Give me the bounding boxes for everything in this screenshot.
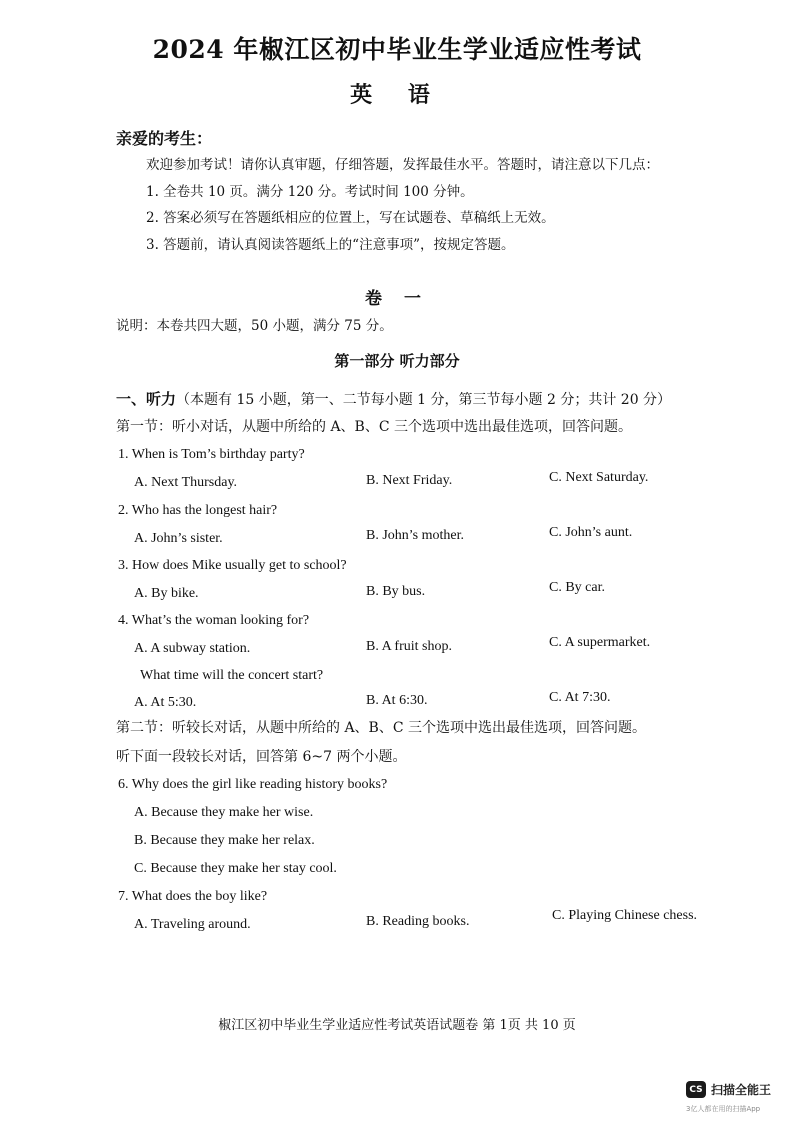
listening-heading: [116, 388, 671, 409]
question-2: 2. Who has the longest hair?: [118, 503, 278, 518]
q4-option-a: A. A subway station.: [134, 641, 251, 656]
exam-title: 2024 年椒江区初中毕业生学业适应性考试: [152, 35, 642, 64]
volume-title: 卷 一: [365, 289, 429, 309]
q3-option-c: C. By car.: [549, 580, 605, 595]
q2-option-b: B. John’s mother.: [366, 528, 465, 543]
question-7: 7. What does the boy like?: [118, 889, 268, 904]
q5-option-c: C. At 7:30.: [549, 690, 611, 705]
q1-option-a: A. Next Thursday.: [134, 475, 238, 490]
q1-option-b: B. Next Friday.: [366, 473, 453, 488]
q7-option-b: B. Reading books.: [366, 914, 470, 929]
q5-option-b: B. At 6:30.: [366, 693, 428, 708]
q7-option-c: C. Playing Chinese chess.: [552, 908, 698, 923]
q3-option-a: A. By bike.: [134, 586, 199, 601]
question-6: 6. Why does the girl like reading history books?: [118, 777, 388, 792]
watermark-tagline: 3亿人都在用的扫描App: [686, 1105, 761, 1113]
question-3: 3. How does Mike usually get to school?: [118, 558, 347, 573]
q4-option-c: C. A supermarket.: [549, 635, 651, 650]
intro-line: 2. 答案必须写在答题纸相应的位置上，写在试题卷、草稿纸上无效。: [146, 210, 555, 226]
volume-note: 说明：本卷共四大题，50 小题，满分 75 分。: [116, 318, 393, 334]
q7-option-a: A. Traveling around.: [134, 917, 251, 932]
intro-line: 3. 答题前，请认真阅读答题纸上的“注意事项”，按规定答题。: [146, 237, 515, 253]
intro-line: 欢迎参加考试！请你认真审题，仔细答题，发挥最佳水平。答题时，请注意以下几点：: [146, 157, 659, 173]
section-2-instruction: 第二节：听较长对话，从题中所给的 A、B、C 三个选项中选出最佳选项，回答问题。: [116, 720, 647, 736]
question-1: 1. When is Tom’s birthday party?: [118, 447, 305, 462]
q2-option-c: C. John’s aunt.: [549, 525, 633, 540]
camscanner-logo-icon: CS: [686, 1081, 706, 1098]
part-title: 第一部分 听力部分: [334, 352, 460, 370]
watermark-name: 扫描全能王: [711, 1083, 772, 1097]
q6-option-b: B. Because they make her relax.: [134, 833, 315, 848]
listening-heading-detail: （本题有 15 小题，第一、二节每小题 1 分，第三节每小题 2 分；共计 20 分）: [176, 392, 672, 408]
q1-option-c: C. Next Saturday.: [549, 470, 649, 485]
q6-option-a: A. Because they make her wise.: [134, 805, 314, 820]
intro-greeting: 亲爱的考生：: [116, 129, 213, 148]
exam-subject: 英 语: [350, 82, 444, 108]
q2-option-a: A. John’s sister.: [134, 531, 223, 546]
question-4: 4. What’s the woman looking for?: [118, 613, 310, 628]
section-2-subinstruction: 听下面一段较长对话，回答第 6~7 两个小题。: [116, 749, 407, 765]
page-footer: 椒江区初中毕业生学业适应性考试英语试题卷 第 1页 共 10 页: [218, 1018, 576, 1033]
scanner-watermark: [686, 1081, 771, 1098]
listening-heading-label: 一、听力: [116, 390, 177, 408]
intro-line: 1. 全卷共 10 页。满分 120 分。考试时间 100 分钟。: [146, 184, 474, 200]
q6-option-c: C. Because they make her stay cool.: [134, 861, 337, 876]
question-5: What time will the concert start?: [140, 668, 324, 683]
q5-option-a: A. At 5:30.: [134, 695, 197, 710]
q3-option-b: B. By bus.: [366, 584, 426, 599]
q4-option-b: B. A fruit shop.: [366, 639, 452, 654]
section-1-instruction: 第一节：听小对话，从题中所给的 A、B、C 三个选项中选出最佳选项，回答问题。: [116, 419, 633, 435]
